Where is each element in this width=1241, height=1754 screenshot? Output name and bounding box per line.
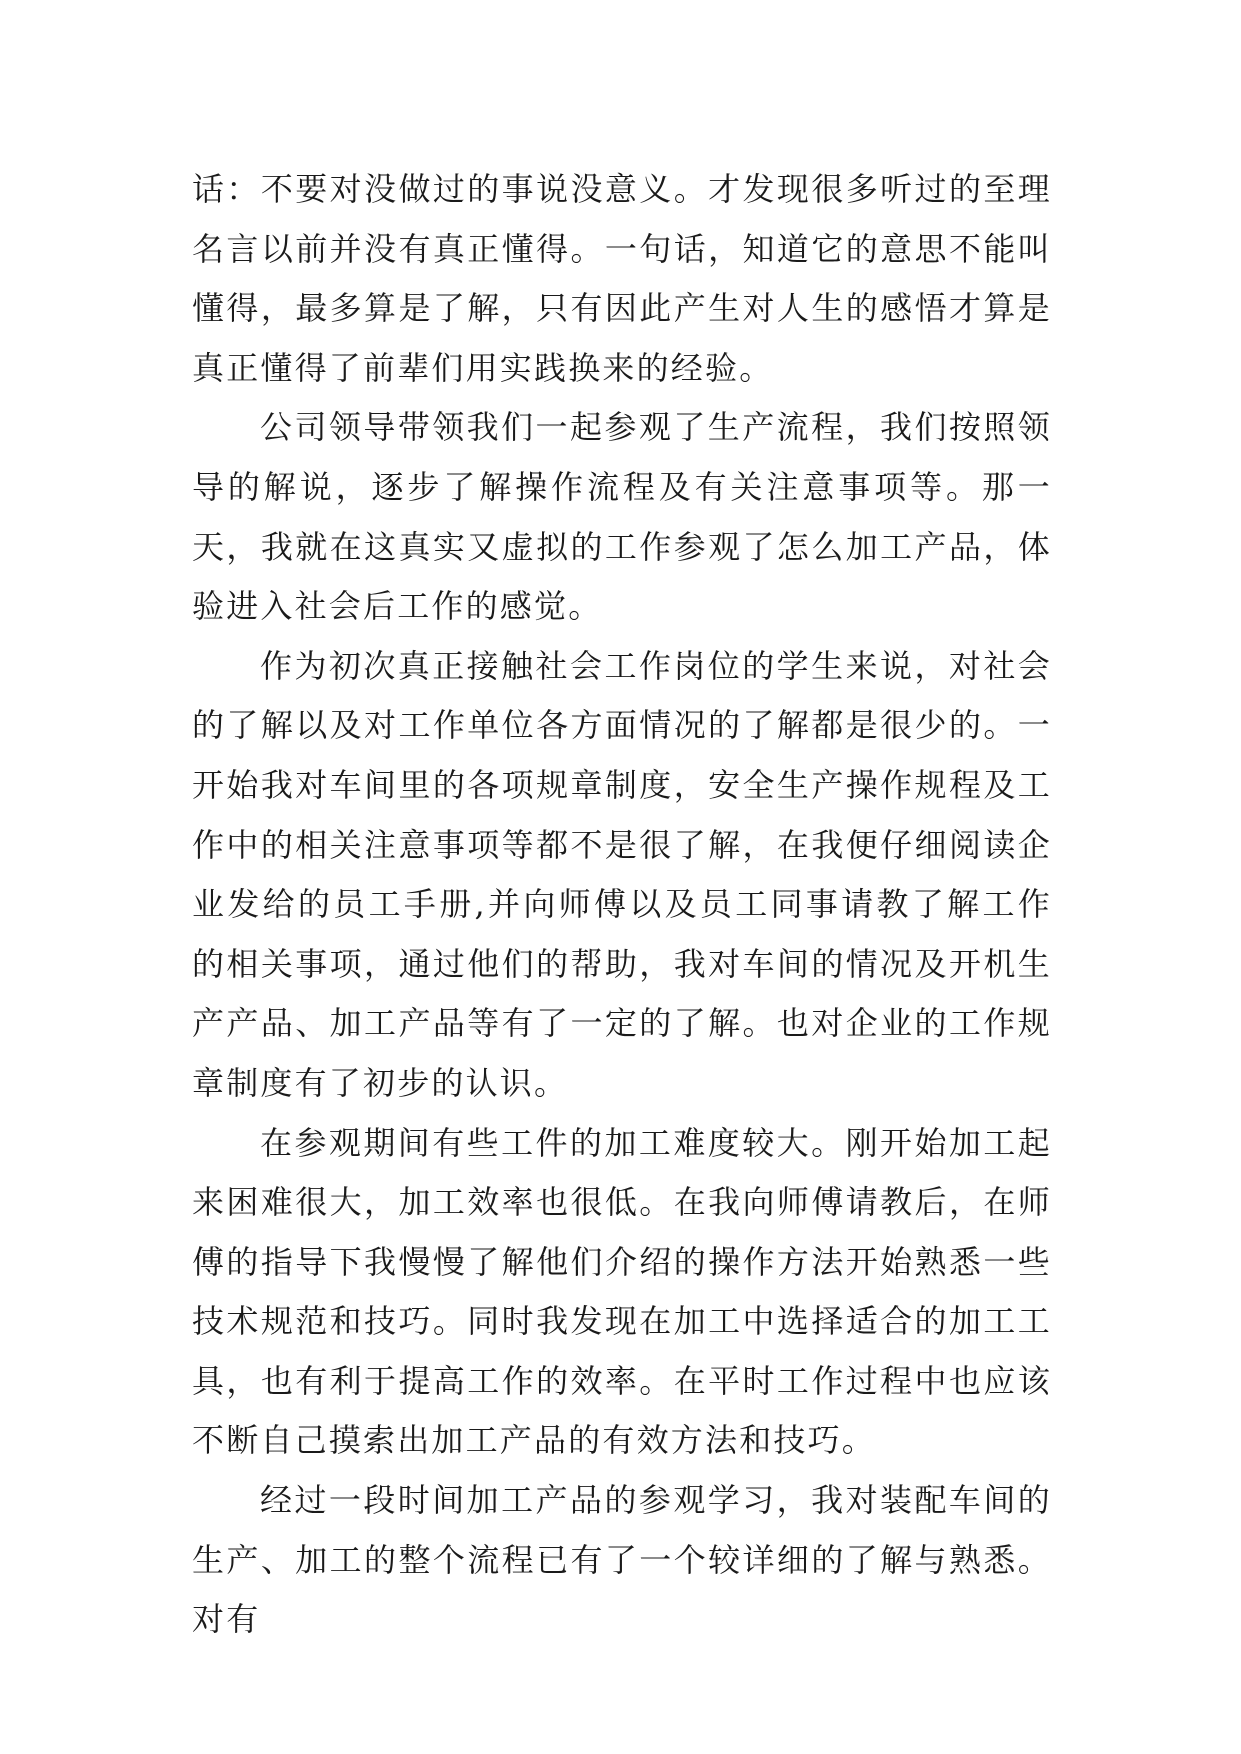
paragraph-3: 作为初次真正接触社会工作岗位的学生来说，对社会的了解以及对工作单位各方面情况的了解都是很少的。一开始我对车间里的各项规章制度，安全生产操作规程及工作中的相关注意事项等都不是很了解，在我便仔细阅读企业发给的员工手册,并向师傅以及员工同事请教了解工作的相关事项，通过他们的帮助，我对车间的情况及开机生产产品、加工产品等有了一定的了解。也对企业的工作规章制度有了初步的认识。 <box>192 646 1052 1102</box>
paragraph-1: 话：不要对没做过的事说没意义。才发现很多听过的至理名言以前并没有真正懂得。一句话，知道它的意思不能叫懂得，最多算是了解，只有因此产生对人生的感悟才算是真正懂得了前辈们用实践换来的经验。 <box>192 170 1052 387</box>
document-body <box>192 160 1052 1650</box>
paragraph-2: 公司领导带领我们一起参观了生产流程，我们按照领导的解说，逐步了解操作流程及有关注意事项等。那一天，我就在这真实又虚拟的工作参观了怎么加工产品，体验进入社会后工作的感觉。 <box>192 408 1052 626</box>
paragraph-5: 经过一段时间加工产品的参观学习，我对装配车间的生产、加工的整个流程已有了一个较详细的了解与熟悉。对有 <box>192 1481 1052 1639</box>
paragraph-4: 在参观期间有些工件的加工难度较大。刚开始加工起来困难很大，加工效率也很低。在我向师傅请教后，在师傅的指导下我慢慢了解他们介绍的操作方法开始熟悉一些技术规范和技巧。同时我发现在加工中选择适合的加工工具，也有利于提高工作的效率。在平时工作过程中也应该不断自己摸索出加工产品的有效方法和技巧。 <box>192 1123 1052 1460</box>
